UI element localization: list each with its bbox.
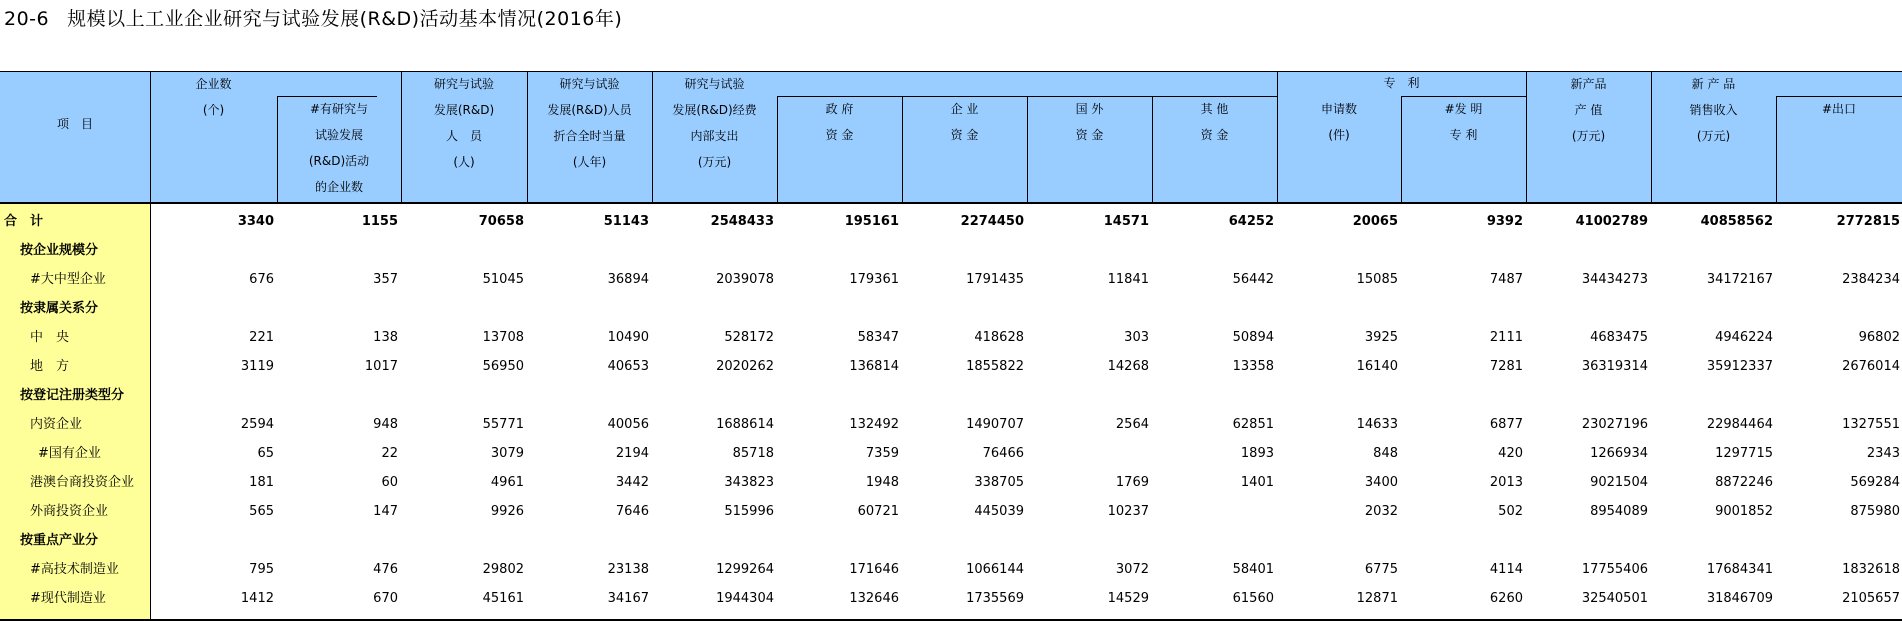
table-cell: 476 [373, 562, 398, 577]
table-cell: 303 [1124, 330, 1149, 345]
table-cell: 7281 [1489, 359, 1523, 374]
header-column-line: (件) [1328, 128, 1350, 142]
table-cell: 17755406 [1581, 562, 1648, 577]
table-cell: 2105657 [1842, 591, 1900, 606]
table-cell: 29802 [482, 562, 524, 577]
header-column-line: #有研究与 [309, 102, 369, 116]
table-cell: 22984464 [1706, 417, 1773, 432]
table-cell: 3442 [615, 475, 649, 490]
table-cell: 58401 [1232, 562, 1274, 577]
header-column-line: 资 金 [1075, 128, 1104, 142]
header-column-line: 企业数 [195, 77, 232, 91]
table-cell: 14268 [1107, 359, 1149, 374]
header-column-line: (人年) [572, 155, 607, 169]
table-cell: 15085 [1356, 272, 1398, 287]
table-cell: 445039 [974, 504, 1024, 519]
table-cell: 948 [373, 417, 398, 432]
header-column-9 [1152, 96, 1277, 148]
table-number: 20-6 [4, 8, 50, 30]
table-cell: 1066144 [966, 562, 1024, 577]
table-cell: 136814 [849, 359, 899, 374]
header-column-line: 资 金 [825, 128, 854, 142]
table-cell: 171646 [849, 562, 899, 577]
table-section-row [0, 381, 1902, 410]
table-cell: 420 [1498, 446, 1523, 461]
table-total-row [0, 207, 1902, 236]
table-row [0, 497, 1902, 526]
table-cell: 1688614 [716, 417, 774, 432]
row-label: 内资企业 [30, 417, 83, 432]
header-column-line: 销售收入 [1689, 103, 1738, 117]
table-cell: 8872246 [1715, 475, 1773, 490]
table-cell: 7359 [865, 446, 899, 461]
header-column-12 [1526, 71, 1651, 149]
table-cell: 1944304 [716, 591, 774, 606]
table-cell: 3072 [1115, 562, 1149, 577]
table-row [0, 352, 1902, 381]
table-cell: 9926 [490, 504, 524, 519]
table-cell: 11841 [1107, 272, 1149, 287]
row-label: 按登记注册类型分 [20, 388, 125, 403]
table-cell: 50894 [1232, 330, 1274, 345]
row-label: 按隶属关系分 [20, 301, 99, 316]
table-cell: 40056 [607, 417, 649, 432]
table-cell: 179361 [849, 272, 899, 287]
table-cell: 195161 [844, 214, 899, 229]
table-cell: 1893 [1240, 446, 1274, 461]
table-cell: 1412 [240, 591, 274, 606]
header-column-line: (R&D)活动 [308, 154, 370, 168]
table-cell: 41002789 [1575, 214, 1648, 229]
header-column-11 [1401, 96, 1526, 148]
header-column-line: (万元) [1571, 129, 1606, 143]
table-section-row [0, 236, 1902, 265]
row-label: 按企业规模分 [20, 243, 99, 258]
table-row [0, 468, 1902, 497]
header-column-line: #发 明 [1444, 102, 1483, 116]
header-column-2 [277, 96, 401, 200]
table-cell: 3079 [490, 446, 524, 461]
header-column-line: (万元) [1696, 129, 1731, 143]
table-cell: 4961 [490, 475, 524, 490]
header-column-6 [777, 96, 902, 148]
table-cell: 357 [373, 272, 398, 287]
header-column-line: 发展(R&D)人员 [547, 103, 632, 117]
header-column-line: #出口 [1821, 102, 1857, 116]
header-column-line: 其 他 [1200, 102, 1229, 116]
header-column-line: 资 金 [950, 128, 979, 142]
row-label: 外商投资企业 [30, 504, 109, 519]
header-column-7 [902, 96, 1027, 148]
table-cell: 6877 [1489, 417, 1523, 432]
table-cell: 2564 [1115, 417, 1149, 432]
header-column-line: 政 府 [825, 102, 854, 116]
table-cell: 40858562 [1700, 214, 1773, 229]
table-cell: 3119 [240, 359, 274, 374]
table-cell: 7646 [615, 504, 649, 519]
table-cell: 2343 [1866, 446, 1900, 461]
header-column-line: 申请数 [1320, 102, 1357, 116]
table-cell: 2032 [1364, 504, 1398, 519]
header-column-line: 产 值 [1574, 103, 1603, 117]
header-bottom-rule [0, 202, 1902, 204]
table-cell: 1855822 [966, 359, 1024, 374]
header-column-line: 发展(R&D) [433, 103, 495, 117]
table-cell: 1017 [364, 359, 398, 374]
table-cell: 6775 [1364, 562, 1398, 577]
table-cell: 96802 [1858, 330, 1900, 345]
table-cell: 23027196 [1581, 417, 1648, 432]
table-row [0, 584, 1902, 613]
table-cell: 676 [249, 272, 274, 287]
table-cell: 132646 [849, 591, 899, 606]
table-cell: 7487 [1489, 272, 1523, 287]
table-cell: 1948 [865, 475, 899, 490]
header-column-line: 研究与试验 [559, 77, 620, 91]
table-cell: 795 [249, 562, 274, 577]
table-cell: 16140 [1356, 359, 1398, 374]
table-cell: 31846709 [1706, 591, 1773, 606]
table-cell: 17684341 [1706, 562, 1773, 577]
header-column-line: (万元) [697, 155, 732, 169]
table-cell: 36894 [607, 272, 649, 287]
table-cell: 14529 [1107, 591, 1149, 606]
table-cell: 34172167 [1706, 272, 1773, 287]
table-cell: 670 [373, 591, 398, 606]
table-cell: 2039078 [716, 272, 774, 287]
table-cell: 76466 [982, 446, 1024, 461]
table-cell: 36319314 [1581, 359, 1648, 374]
table-cell: 2111 [1489, 330, 1523, 345]
table-cell: 60721 [857, 504, 899, 519]
header-column-line: 内部支出 [690, 129, 739, 143]
table-cell: 6260 [1489, 591, 1523, 606]
table-section-row [0, 526, 1902, 555]
header-column-line: 的企业数 [314, 180, 363, 194]
table-cell: 55771 [482, 417, 524, 432]
table-cell: 1401 [1240, 475, 1274, 490]
header-group-patents: 专 利 [1383, 76, 1420, 90]
header-column-line: 折合全时当量 [553, 129, 626, 143]
table-cell: 10490 [607, 330, 649, 345]
table-cell: 8954089 [1590, 504, 1648, 519]
header-column-line: 国 外 [1075, 102, 1104, 116]
table-cell: 70658 [478, 214, 524, 229]
table-cell: 1266934 [1590, 446, 1648, 461]
table-cell: 3340 [237, 214, 274, 229]
header-column-14 [1776, 96, 1902, 122]
table-cell: 2194 [615, 446, 649, 461]
header-column-3 [401, 71, 527, 175]
table-cell: 35912337 [1706, 359, 1773, 374]
row-label: #大中型企业 [30, 272, 106, 287]
table-cell: 1297715 [1715, 446, 1773, 461]
table-cell: 2772815 [1836, 214, 1900, 229]
header-column-4 [527, 71, 652, 175]
table-cell: 13708 [482, 330, 524, 345]
header-column-line: (人) [453, 155, 475, 169]
table-title [4, 4, 622, 31]
table-cell: 1832618 [1842, 562, 1900, 577]
table-cell: 221 [249, 330, 274, 345]
table-cell: 14633 [1356, 417, 1398, 432]
row-label: 中 央 [30, 330, 70, 345]
table-cell: 56442 [1232, 272, 1274, 287]
header-column-line: 试验发展 [314, 128, 363, 142]
header-column-8 [1027, 96, 1152, 148]
table-title-text: 规模以上工业企业研究与试验发展(R&D)活动基本情况(2016年) [67, 8, 623, 30]
header-column-line: 研究与试验 [684, 77, 745, 91]
table-cell: 20065 [1352, 214, 1398, 229]
header-column-5 [652, 71, 777, 175]
header-column-1 [150, 71, 277, 123]
header-column-line: (个) [202, 103, 225, 117]
header-column-line: 新产品 [1570, 77, 1607, 91]
table-cell: 1490707 [966, 417, 1024, 432]
table-cell: 62851 [1232, 417, 1274, 432]
table-cell: 2676014 [1842, 359, 1900, 374]
header-column-line: 专 利 [1449, 128, 1478, 142]
table-cell: 32540501 [1581, 591, 1648, 606]
table-cell: 4946224 [1715, 330, 1773, 345]
table-cell: 515996 [724, 504, 774, 519]
table-cell [1152, 497, 1274, 526]
table-cell: 13358 [1232, 359, 1274, 374]
table-cell: 85718 [732, 446, 774, 461]
row-label: #现代制造业 [30, 591, 106, 606]
table-cell: 51143 [603, 214, 649, 229]
table-cell: 12871 [1356, 591, 1398, 606]
table-cell: 2548433 [710, 214, 774, 229]
table-row [0, 323, 1902, 352]
table-cell: 181 [249, 475, 274, 490]
row-label: #国有企业 [38, 446, 101, 461]
table-cell: 51045 [482, 272, 524, 287]
table-cell: 14571 [1103, 214, 1149, 229]
table-cell: 2594 [240, 417, 274, 432]
table-cell: 10237 [1107, 504, 1149, 519]
header-column-line: 研究与试验 [433, 77, 494, 91]
table-cell: 64252 [1228, 214, 1274, 229]
table-cell: 2013 [1489, 475, 1523, 490]
table-cell: 65 [257, 446, 274, 461]
row-label: 按重点产业分 [20, 533, 99, 548]
table-cell: 147 [373, 504, 398, 519]
table-row [0, 265, 1902, 294]
header-column-line: 人 员 [445, 129, 482, 143]
table-cell: 22 [381, 446, 398, 461]
header-column-line: 企 业 [950, 102, 979, 116]
header-column-10 [1277, 96, 1401, 148]
table-cell: 34434273 [1581, 272, 1648, 287]
table-row [0, 439, 1902, 468]
table-cell: 343823 [724, 475, 774, 490]
table-cell: 60 [381, 475, 398, 490]
table-cell: 1327551 [1842, 417, 1900, 432]
row-label: #高技术制造业 [30, 562, 119, 577]
table-cell: 4683475 [1590, 330, 1648, 345]
table-cell: 1155 [361, 214, 398, 229]
header-item: 项 目 [56, 117, 93, 131]
table-cell: 23138 [607, 562, 649, 577]
table-cell: 9021504 [1590, 475, 1648, 490]
header-column-13 [1651, 71, 1776, 149]
header-column-line: 资 金 [1200, 128, 1229, 142]
table-cell: 1299264 [716, 562, 774, 577]
table-cell: 502 [1498, 504, 1523, 519]
table-row [0, 410, 1902, 439]
table-cell: 338705 [974, 475, 1024, 490]
table-cell: 9001852 [1715, 504, 1773, 519]
table-cell: 3925 [1364, 330, 1398, 345]
row-label: 合 计 [4, 214, 44, 229]
table-cell [1027, 439, 1149, 468]
table-cell: 4114 [1489, 562, 1523, 577]
table-cell: 9392 [1486, 214, 1523, 229]
table-cell: 1735569 [966, 591, 1024, 606]
table-cell: 528172 [724, 330, 774, 345]
table-cell: 2384234 [1842, 272, 1900, 287]
table-cell: 56950 [482, 359, 524, 374]
table-cell: 2274450 [960, 214, 1024, 229]
header-column-line: 新 产 品 [1691, 77, 1736, 91]
table-cell: 1791435 [966, 272, 1024, 287]
row-label: 地 方 [30, 359, 70, 374]
table-cell: 875980 [1850, 504, 1900, 519]
table-cell: 40653 [607, 359, 649, 374]
header-column-line: 发展(R&D)经费 [672, 103, 757, 117]
table-cell: 34167 [607, 591, 649, 606]
row-label: 港澳台商投资企业 [30, 475, 135, 490]
table-cell: 848 [1373, 446, 1398, 461]
table-cell: 569284 [1850, 475, 1900, 490]
table-cell: 132492 [849, 417, 899, 432]
table-cell: 58347 [857, 330, 899, 345]
table-cell: 1769 [1115, 475, 1149, 490]
table-cell: 2020262 [716, 359, 774, 374]
table-cell: 418628 [974, 330, 1024, 345]
table-cell: 3400 [1364, 475, 1398, 490]
table-cell: 45161 [482, 591, 524, 606]
table-row [0, 555, 1902, 584]
table-section-row [0, 294, 1902, 323]
table-cell: 565 [249, 504, 274, 519]
table-cell: 138 [373, 330, 398, 345]
table-cell: 61560 [1232, 591, 1274, 606]
data-table [0, 71, 1902, 621]
